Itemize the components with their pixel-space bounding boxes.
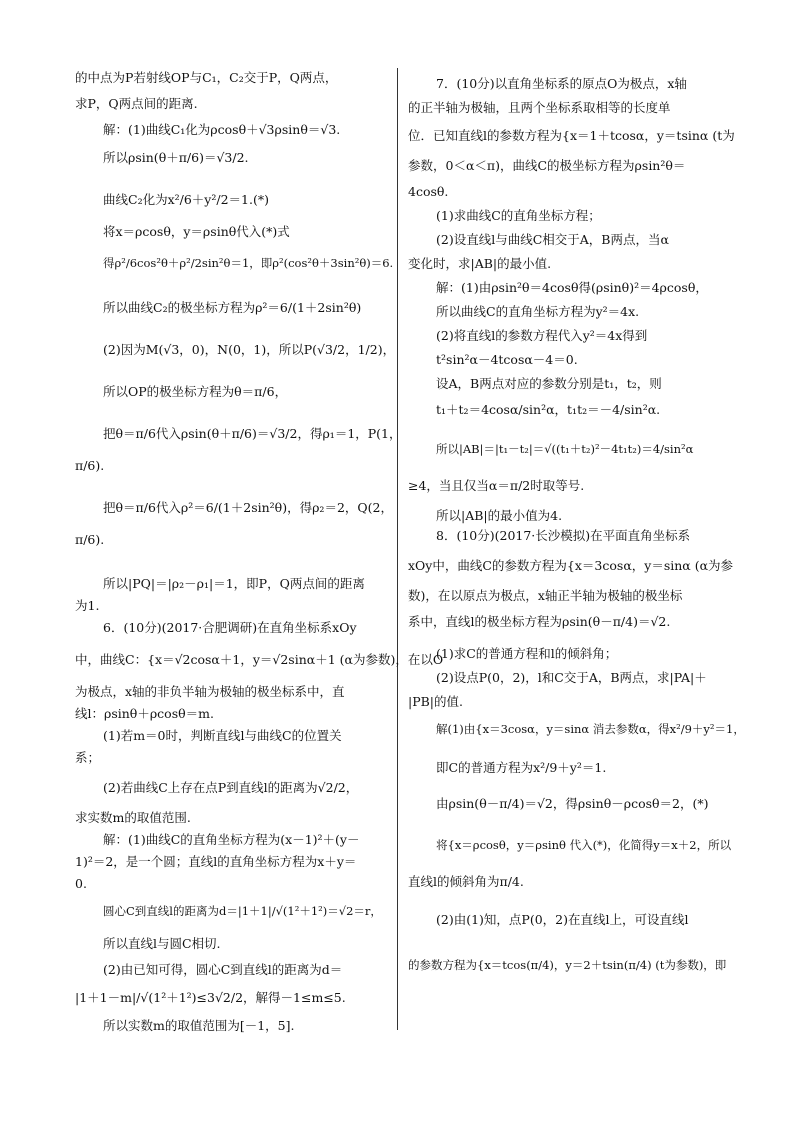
text-line: 为1. bbox=[75, 598, 100, 613]
text-line: 解(1)由{x＝3cosα，y＝sinα 消去参数α，得x²/9＋y²＝1， bbox=[436, 722, 745, 736]
text-line: (2)将直线l的参数方程代入y²＝4x得到 bbox=[436, 328, 648, 343]
text-line: 所以|PQ|＝|ρ₂－ρ₁|＝1，即P，Q两点间的距离 bbox=[103, 576, 365, 591]
text-line: 系； bbox=[75, 750, 101, 765]
text-line: 求P，Q两点间的距离. bbox=[75, 96, 198, 111]
text-line: 将x＝ρcosθ，y＝ρsinθ代入(*)式 bbox=[103, 224, 290, 239]
text-line: ≥4，当且仅当α＝π/2时取等号. bbox=[408, 478, 585, 493]
text-line: 4cosθ. bbox=[408, 184, 449, 199]
text-line: (2)因为M(√3，0)，N(0，1)，所以P(√3/2，1/2)， bbox=[103, 342, 396, 357]
text-line: t₁＋t₂＝4cosα/sin²α，t₁t₂＝－4/sin²α. bbox=[436, 402, 661, 417]
text-line: 把θ＝π/6代入ρsin(θ＋π/6)＝√3/2，得ρ₁＝1，P(1， bbox=[103, 426, 402, 441]
text-line: 所以直线l与圆C相切. bbox=[103, 936, 221, 951]
text-line: 7．(10分)以直角坐标系的原点O为极点，x轴 bbox=[436, 76, 687, 91]
text-line: 设A，B两点对应的参数分别是t₁，t₂，则 bbox=[436, 376, 662, 391]
text-line: 解：(1)曲线C的直角坐标方程为(x－1)²＋(y－ bbox=[103, 832, 360, 847]
text-line: 解：(1)由ρsin²θ＝4cosθ得(ρsinθ)²＝4ρcosθ， bbox=[436, 280, 708, 295]
text-line: 位．已知直线l的参数方程为{x＝1＋tcosα，y＝tsinα (t为 bbox=[408, 128, 735, 143]
text-line: 中，曲线C：{x＝√2cosα＋1，y＝√2sinα＋1 (α为参数)，在以O bbox=[75, 652, 444, 667]
text-line: 为极点，x轴的非负半轴为极轴的极坐标系中，直 bbox=[75, 684, 345, 699]
text-line: 由ρsin(θ－π/4)＝√2，得ρsinθ－ρcosθ＝2，(*) bbox=[436, 796, 709, 811]
text-line: 变化时，求|AB|的最小值. bbox=[408, 256, 552, 271]
text-line: π/6). bbox=[75, 458, 105, 473]
text-line: 所以OP的极坐标方程为θ＝π/6， bbox=[103, 384, 288, 399]
text-line: 数)，在以原点为极点，x轴正半轴为极轴的极坐标 bbox=[408, 588, 683, 603]
text-line: 8．(10分)(2017·长沙模拟)在平面直角坐标系 bbox=[436, 528, 691, 543]
text-line: 所以ρsin(θ＋π/6)＝√3/2. bbox=[103, 150, 249, 165]
text-line: (1)求曲线C的直角坐标方程； bbox=[436, 208, 601, 223]
text-line: 将{x＝ρcosθ，y＝ρsinθ 代入(*)，化简得y＝x＋2，所以 bbox=[436, 838, 732, 852]
text-line: 曲线C₂化为x²/6＋y²/2＝1.(*) bbox=[103, 192, 269, 207]
text-line: (2)由(1)知，点P(0，2)在直线l上，可设直线l bbox=[436, 912, 689, 927]
text-line: (2)若曲线C上存在点P到直线l的距离为√2/2， bbox=[103, 780, 359, 795]
text-line: 1)²＝2，是一个圆；直线l的直角坐标方程为x＋y＝ bbox=[75, 854, 357, 869]
text-line: (2)设直线l与曲线C相交于A，B两点，当α bbox=[436, 232, 669, 247]
text-line: 线l：ρsinθ＋ρcosθ＝m. bbox=[75, 706, 214, 721]
divider-line bbox=[397, 68, 398, 1030]
text-line: 得ρ²/6cos²θ＋ρ²/2sin²θ＝1，即ρ²(cos²θ＋3sin²θ)＝6. bbox=[103, 256, 394, 270]
text-line: (2)设点P(0，2)，l和C交于A，B两点，求|PA|＋ bbox=[436, 670, 707, 685]
text-line: 直线l的倾斜角为π/4. bbox=[408, 874, 524, 889]
text-line: 求实数m的取值范围. bbox=[75, 810, 191, 825]
text-line: (1)求C的普通方程和l的倾斜角； bbox=[436, 646, 618, 661]
text-line: 参数，0＜α＜π)，曲线C的极坐标方程为ρsin²θ＝ bbox=[408, 158, 686, 173]
text-line: 圆心C到直线l的距离为d＝|1＋1|/√(1²＋1²)＝√2＝r， bbox=[103, 904, 382, 918]
text-line: 的正半轴为极轴，且两个坐标系取相等的长度单 bbox=[408, 100, 671, 115]
text-line: 所以曲线C₂的极坐标方程为ρ²＝6/(1＋2sin²θ) bbox=[103, 300, 362, 315]
text-line: |PB|的值. bbox=[408, 694, 463, 709]
text-line: 所以曲线C的直角坐标方程为y²＝4x. bbox=[436, 304, 640, 319]
text-line: 系中，直线l的极坐标方程为ρsin(θ－π/4)＝√2. bbox=[408, 614, 671, 629]
text-line: 把θ＝π/6代入ρ²＝6/(1＋2sin²θ)，得ρ₂＝2，Q(2， bbox=[103, 500, 393, 515]
text-line: 所以|AB|的最小值为4. bbox=[436, 508, 563, 523]
text-line: 解：(1)曲线C₁化为ρcosθ＋√3ρsinθ＝√3. bbox=[103, 122, 341, 137]
text-line: (2)由已知可得，圆心C到直线l的距离为d＝ bbox=[103, 962, 343, 977]
text-line: |1＋1－m|/√(1²＋1²)≤3√2/2，解得－1≤m≤5. bbox=[75, 990, 346, 1005]
text-line: t²sin²α－4tcosα－4＝0. bbox=[436, 352, 578, 367]
text-line: 的参数方程为{x＝tcos(π/4)，y＝2＋tsin(π/4) (t为参数)，即 bbox=[408, 958, 727, 972]
text-line: 所以|AB|＝|t₁－t₂|＝√((t₁＋t₂)²－4t₁t₂)＝4/sin²α bbox=[436, 442, 694, 456]
text-line: 的中点为P若射线OP与C₁，C₂交于P，Q两点， bbox=[75, 70, 338, 85]
text-line: 所以实数m的取值范围为[－1，5]. bbox=[103, 1018, 295, 1033]
text-line: 即C的普通方程为x²/9＋y²＝1. bbox=[436, 760, 607, 775]
text-line: 6．(10分)(2017·合肥调研)在直角坐标系xOy bbox=[103, 620, 357, 635]
text-line: π/6). bbox=[75, 532, 105, 547]
text-line: (1)若m＝0时，判断直线l与曲线C的位置关 bbox=[103, 728, 342, 743]
text-line: xOy中，曲线C的参数方程为{x＝3cosα，y＝sinα (α为参 bbox=[408, 558, 734, 573]
text-line: 0. bbox=[75, 876, 87, 891]
